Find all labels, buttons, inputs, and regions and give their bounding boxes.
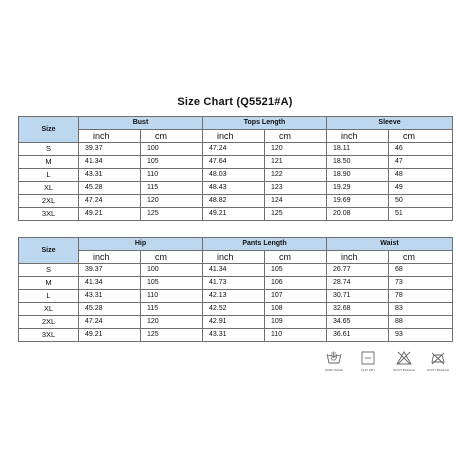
table-cell: 50 xyxy=(389,195,453,208)
table-cell: 18.50 xyxy=(327,156,389,169)
table-cell: 47.24 xyxy=(79,316,141,329)
size-column-header: Size xyxy=(19,117,79,143)
table-cell: 48.43 xyxy=(203,182,265,195)
table-cell: 41.34 xyxy=(203,264,265,277)
size-chart-title: Size Chart (Q5521#A) xyxy=(177,96,293,108)
table-cell: 42.13 xyxy=(203,290,265,303)
table-cell: 28.74 xyxy=(327,277,389,290)
table-cell: 41.34 xyxy=(79,156,141,169)
table-cell: 51 xyxy=(389,208,453,221)
table-cell: 39.37 xyxy=(79,264,141,277)
care-label: DON'T BLEACH xyxy=(393,368,415,372)
table-row xyxy=(19,316,453,329)
waist-header: Waist xyxy=(327,238,453,251)
table-cell: 88 xyxy=(389,316,453,329)
table-cell: 110 xyxy=(265,329,327,342)
table-cell: 47.64 xyxy=(203,156,265,169)
table-cell: 109 xyxy=(265,316,327,329)
table-cell: 93 xyxy=(389,329,453,342)
table-row xyxy=(19,195,453,208)
table-cell: 49.21 xyxy=(203,208,265,221)
table-cell: 122 xyxy=(265,169,327,182)
top-size-table xyxy=(18,116,453,221)
table-row xyxy=(19,143,453,156)
table-cell: 78 xyxy=(389,290,453,303)
care-label: HAND WASH xyxy=(324,368,344,372)
table-cell: 20.08 xyxy=(327,208,389,221)
table-cell: 47 xyxy=(389,156,453,169)
table-cell: 115 xyxy=(141,182,203,195)
hip-header: Hip xyxy=(79,238,203,251)
hand-wash-icon xyxy=(326,351,342,365)
size-cell: M xyxy=(19,156,79,169)
unit-label: cm xyxy=(265,130,327,143)
table-cell: 107 xyxy=(265,290,327,303)
table-cell: 39.37 xyxy=(79,143,141,156)
table-cell: 47.24 xyxy=(203,143,265,156)
size-cell: XL xyxy=(19,182,79,195)
table-cell: 115 xyxy=(141,303,203,316)
unit-label: cm xyxy=(389,251,453,264)
table-cell: 34.65 xyxy=(327,316,389,329)
table-cell: 43.31 xyxy=(79,290,141,303)
table-row xyxy=(19,290,453,303)
table-cell: 49.21 xyxy=(79,208,141,221)
size-cell: XL xyxy=(19,303,79,316)
unit-label: cm xyxy=(389,130,453,143)
unit-label: inch xyxy=(203,251,265,264)
table-row xyxy=(19,264,453,277)
table-cell: 42.91 xyxy=(203,316,265,329)
table-cell: 100 xyxy=(141,143,203,156)
unit-label: inch xyxy=(79,251,141,264)
tops-length-header: Tops Length xyxy=(203,117,327,130)
size-cell: 3XL xyxy=(19,208,79,221)
table-cell: 36.61 xyxy=(327,329,389,342)
table-cell: 106 xyxy=(265,277,327,290)
unit-label: cm xyxy=(141,251,203,264)
table-cell: 125 xyxy=(141,208,203,221)
table-cell: 48.82 xyxy=(203,195,265,208)
table-cell: 41.34 xyxy=(79,277,141,290)
table-cell: 41.73 xyxy=(203,277,265,290)
bust-header: Bust xyxy=(79,117,203,130)
table-row xyxy=(19,277,453,290)
table-cell: 121 xyxy=(265,156,327,169)
unit-label: cm xyxy=(141,130,203,143)
table-cell: 120 xyxy=(265,143,327,156)
size-cell: 3XL xyxy=(19,329,79,342)
table-cell: 105 xyxy=(141,277,203,290)
table-cell: 110 xyxy=(141,169,203,182)
do-not-iron-icon xyxy=(430,351,446,365)
pants-length-header: Pants Length xyxy=(203,238,327,251)
table-cell: 32.68 xyxy=(327,303,389,316)
table-cell: 105 xyxy=(141,156,203,169)
care-label: DON'T BLEACH xyxy=(427,368,449,372)
table-cell: 120 xyxy=(141,195,203,208)
size-cell: L xyxy=(19,290,79,303)
size-cell: 2XL xyxy=(19,195,79,208)
care-flat-dry xyxy=(348,351,388,387)
table-cell: 18.90 xyxy=(327,169,389,182)
table-cell: 83 xyxy=(389,303,453,316)
table-row xyxy=(19,156,453,169)
table-cell: 123 xyxy=(265,182,327,195)
table-cell: 19.29 xyxy=(327,182,389,195)
table-cell: 46 xyxy=(389,143,453,156)
size-cell: 2XL xyxy=(19,316,79,329)
table-cell: 26.77 xyxy=(327,264,389,277)
unit-label: inch xyxy=(327,130,389,143)
table-cell: 42.52 xyxy=(203,303,265,316)
table-row xyxy=(19,303,453,316)
unit-label: inch xyxy=(203,130,265,143)
care-do-not-iron xyxy=(418,351,458,387)
table-cell: 49.21 xyxy=(79,329,141,342)
size-cell: S xyxy=(19,264,79,277)
table-row xyxy=(19,329,453,342)
table-cell: 108 xyxy=(265,303,327,316)
unit-label: cm xyxy=(265,251,327,264)
table-cell: 43.31 xyxy=(79,169,141,182)
size-cell: L xyxy=(19,169,79,182)
table-cell: 48 xyxy=(389,169,453,182)
table-cell: 68 xyxy=(389,264,453,277)
table-cell: 45.28 xyxy=(79,182,141,195)
size-cell: M xyxy=(19,277,79,290)
table-row xyxy=(19,169,453,182)
flat-dry-icon xyxy=(361,351,375,365)
table-cell: 19.69 xyxy=(327,195,389,208)
care-label: FLAT DRY xyxy=(360,368,376,372)
table-cell: 43.31 xyxy=(203,329,265,342)
sleeve-header: Sleeve xyxy=(327,117,453,130)
table-cell: 45.28 xyxy=(79,303,141,316)
table-cell: 124 xyxy=(265,195,327,208)
table-cell: 48.03 xyxy=(203,169,265,182)
table-cell: 18.11 xyxy=(327,143,389,156)
size-cell: S xyxy=(19,143,79,156)
table-cell: 110 xyxy=(141,290,203,303)
table-cell: 125 xyxy=(141,329,203,342)
table-cell: 73 xyxy=(389,277,453,290)
do-not-bleach-icon xyxy=(396,351,412,365)
unit-label: inch xyxy=(327,251,389,264)
table-cell: 30.71 xyxy=(327,290,389,303)
table-cell: 125 xyxy=(265,208,327,221)
unit-label: inch xyxy=(79,130,141,143)
table-cell: 49 xyxy=(389,182,453,195)
table-cell: 120 xyxy=(141,316,203,329)
table-row xyxy=(19,182,453,195)
bottom-size-table xyxy=(18,237,453,342)
table-cell: 100 xyxy=(141,264,203,277)
table-cell: 105 xyxy=(265,264,327,277)
table-row xyxy=(19,208,453,221)
table-cell: 47.24 xyxy=(79,195,141,208)
size-column-header: Size xyxy=(19,238,79,264)
